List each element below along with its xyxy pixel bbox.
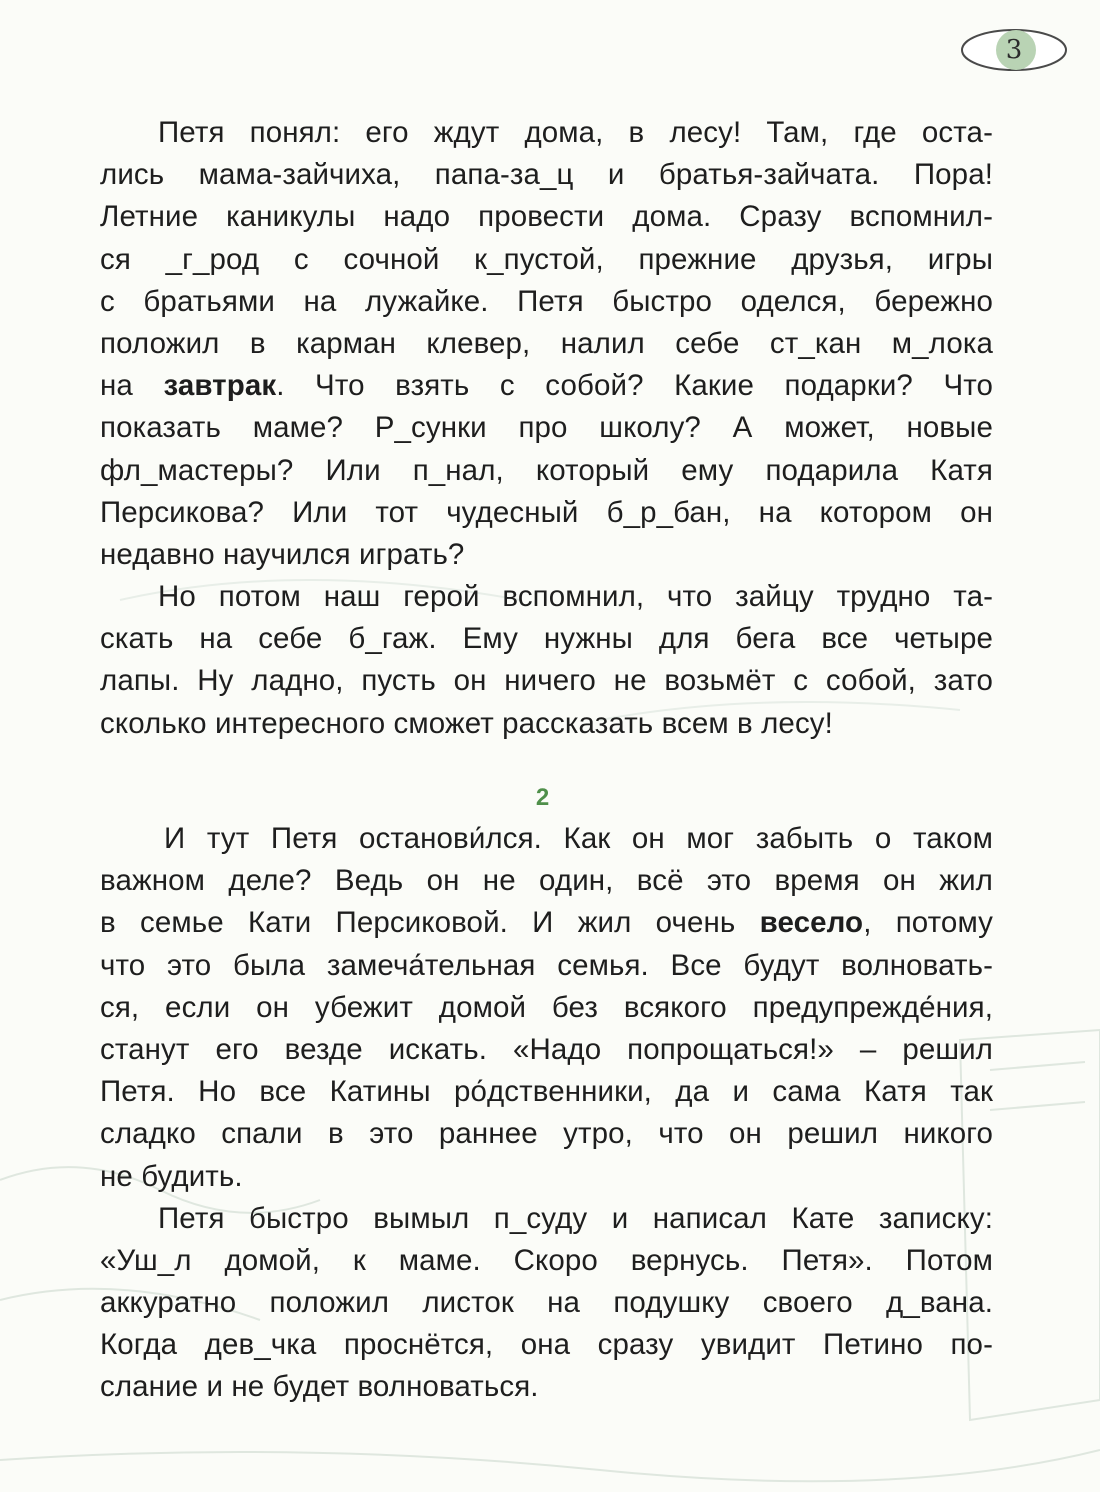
text-line: слание и не будет волноваться. [100,1370,539,1404]
text-line: сколько интересного сможет рассказать всем в лесу! [100,706,833,740]
text-fragment: в семье Кати Персиковой. И жил очень [100,906,760,940]
text-line: лись мама-зайчиха, папа-за_ц и братья-зайчата. Пора! [100,158,993,192]
section-number: 2 [535,784,550,811]
text-line: Петя. Но все Катины ро́дственники, да и сама Катя так [100,1075,993,1109]
bold-word-zavtrak: завтрак [163,369,277,403]
text-fragment: . Что взять с собой? Какие подарки? Что [276,369,993,403]
text-line: фл_мастеры? Или п_нал, который ему подарила Катя [100,453,993,487]
text-line: сладко спали в это раннее утро, что он решил никого [100,1117,993,1151]
text-line: ся _г_род с сочной к_пустой, прежние друзья, игры [100,242,993,276]
text-line: недавно научился играть? [100,537,465,571]
text-line: станут его везде искать. «Надо попрощаться!» – решил [100,1032,993,1066]
page-number-badge [958,26,1070,74]
text-line: «Уш_л домой, к маме. Скоро вернусь. Петя». Потом [100,1243,993,1277]
text-line: скать на себе б_гаж. Ему нужны для бега все четыре [100,622,993,656]
text-line: Летние каникулы надо провести дома. Сразу вспомнил- [100,200,993,234]
text-line: положил в карман клевер, налил себе ст_кан м_лока [100,326,993,360]
text-line: что это была замеча́тельная семья. Все будут волновать- [100,948,993,982]
text-line: Но потом наш герой вспомнил, что зайцу трудно та- [158,580,993,614]
text-line: Петя быстро вымыл п_суду и написал Кате записку: [158,1201,993,1235]
text-line: Персикова? Или тот чудесный б_р_бан, на котором он [100,495,993,529]
bold-word-veselo: весело [759,906,864,940]
page-number: 3 [1005,35,1023,65]
text-line: аккуратно положил листок на подушку своего д_вана. [100,1286,993,1320]
text-line [100,902,993,944]
text-line: не будить. [100,1159,243,1193]
text-line: важном деле? Ведь он не один, всё это время он жил [100,864,993,898]
text-line: Петя понял: его ждут дома, в лесу! Там, где оста- [158,116,993,149]
text-line: показать маме? Р_сунки про школу? А может, новые [100,411,993,445]
text-line: лапы. Ну ладно, пусть он ничего не возьмёт с собой, зато [100,664,993,698]
text-line: с братьями на лужайке. Петя быстро оделся, бережно [100,284,993,318]
part-2-text [100,818,993,1409]
text-fragment: на [100,369,164,403]
text-line [100,365,993,407]
text-line: ся, если он убежит домой без всякого предупрежде́ния, [100,990,993,1024]
text-line: И тут Петя останови́лся. Как он мог забыть о таком [164,822,993,855]
text-line: Когда дев_чка проснётся, она сразу увидит Петино по- [100,1328,993,1362]
text-fragment: , потому [863,906,994,940]
part-1-text [100,112,993,745]
